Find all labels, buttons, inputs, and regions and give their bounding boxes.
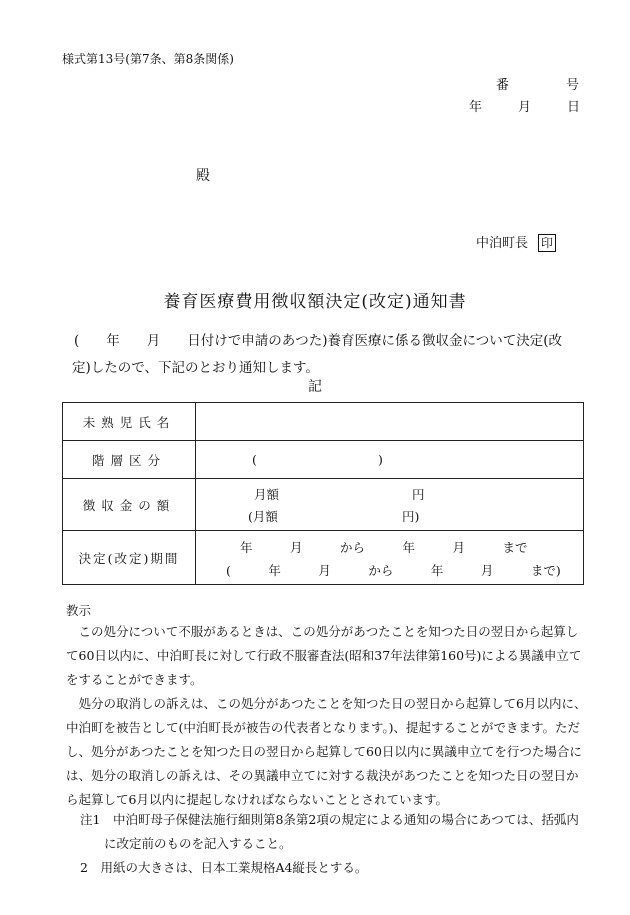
notice-paragraph-2: 処分の取消しの訴えは、この処分があつたことを知つた日の翌日から起算して6月以内に、中泊町を被告として(中泊町長が被告の代表者となります。)、提起することができます。ただし、処分があつたことを知つた日の翌日から起算して60日以内に異議申立てを行つた場合には、処分の取消しの訴えは、その異議申立てに対する裁決があつたことを知つた日の翌日から起算して6月以内に提起しなければならないこととされています。 [66,696,587,807]
label-amount: 徴収金の額 [63,479,196,531]
intro-line-1: ( 年 月 日付けで申請のあつた)養育医療に係る徴収金について決定(改 [74,333,563,349]
label-infant-name: 未熟児氏名 [63,403,196,441]
period-current: 年 月 から 年 月 まで [240,540,528,555]
yen-prev-label: 円) [402,509,420,524]
table-row [63,441,584,479]
monthly-prev-label: (月額 [248,509,278,524]
month-label: 月 [517,100,531,115]
value-amount[interactable] [196,479,584,531]
number-suffix: 号 [565,78,580,93]
period-previous: ( 年 月 から 年 月 まで) [226,563,561,578]
value-period[interactable] [196,531,584,585]
intro-text [74,328,594,382]
day-label: 日 [566,100,580,115]
value-tier[interactable] [196,441,584,479]
footnote-1: 注1 中泊町母子保健法施行細則第8条第2項の規定による通知の場合にあつては、括弧内に改定前のものを記入すること。 [80,812,579,851]
tier-close-paren: ) [378,452,383,467]
form-number: 様式第13号(第7条、第8条関係) [62,52,234,66]
notice-body [66,620,588,812]
footnote-2: 2 用紙の大きさは、日本工業規格A4縦長とする。 [80,860,368,875]
year-label: 年 [468,100,482,115]
intro-line-2: 定)したので、下記のとおり通知します。 [72,360,319,376]
issuer-name: 中泊町長 [476,236,529,251]
issuer-line [476,232,556,252]
ki-heading: 記 [308,379,322,395]
seal-mark: 印 [538,234,556,252]
notice-heading: 教示 [66,603,92,618]
document-number-line [496,74,580,93]
addressee-honorific: 殿 [196,168,210,184]
footnotes [66,808,588,880]
label-period: 決定(改定)期間 [63,531,196,585]
issue-date-line [469,96,580,115]
value-infant-name[interactable] [196,403,584,441]
tier-open-paren: ( [252,452,257,467]
monthly-label: 月額 [254,487,280,502]
number-label: 番 [495,78,510,93]
table-row [63,479,584,531]
table-row [63,531,584,585]
label-tier: 階層区分 [63,441,196,479]
yen-label: 円 [412,487,425,502]
document-title: 養育医療費用徴収額決定(改定)通知書 [163,292,467,312]
notice-paragraph-1: この処分について不服があるときは、この処分があつたことを知つた日の翌日から起算して60日以内に、中泊町長に対して行政不服審査法(昭和37年法律第160号)による異議申立てをすることができます。 [66,624,582,687]
table-row [63,403,584,441]
details-table [62,402,584,585]
